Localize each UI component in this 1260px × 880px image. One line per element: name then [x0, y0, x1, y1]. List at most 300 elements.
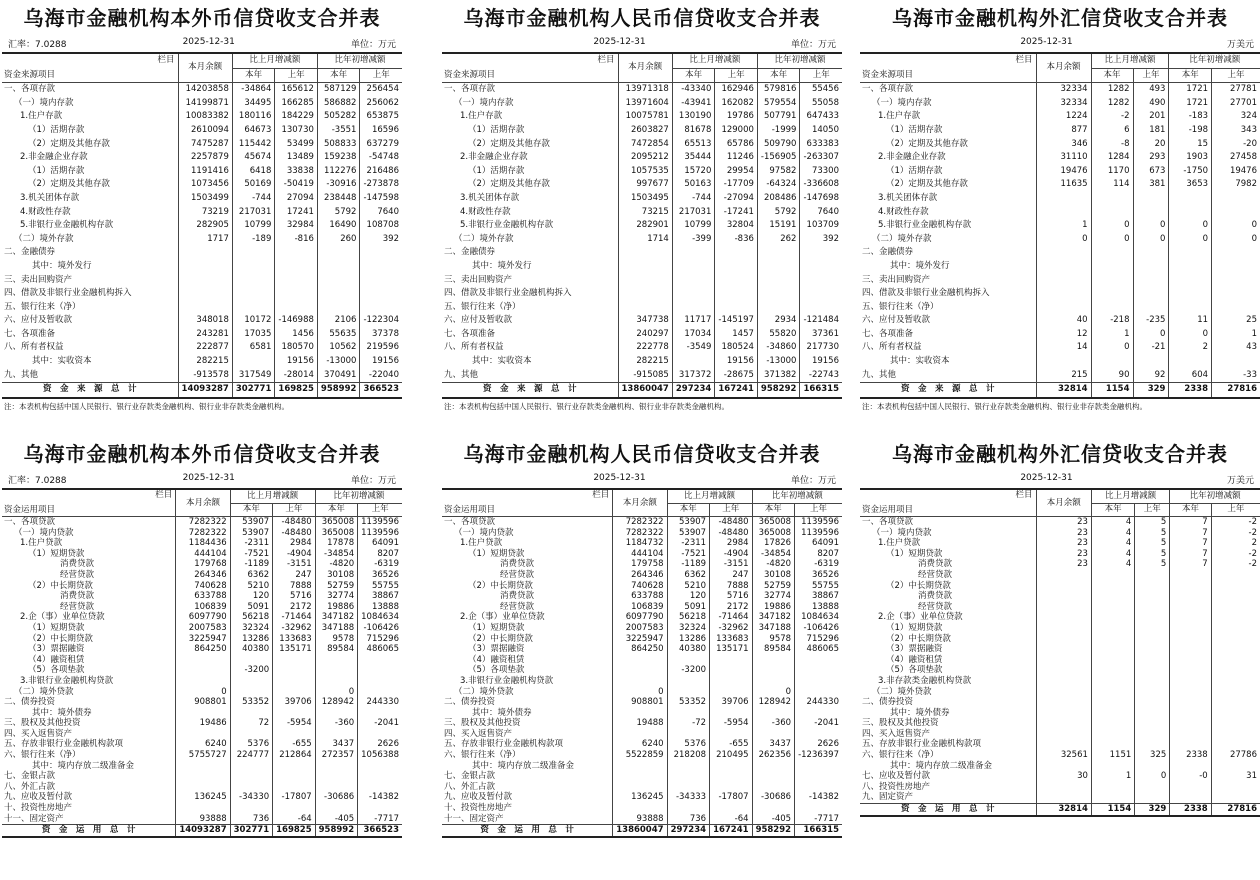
- cell-value: -43941: [672, 97, 715, 111]
- table-row: [2, 676, 402, 687]
- cell-value: 92: [1133, 369, 1169, 383]
- total-value: 958992: [315, 825, 358, 837]
- row-label: 八、所有者权益: [444, 342, 504, 353]
- row-label: 经营贷款: [500, 601, 535, 612]
- row-label: （1）活期存款: [28, 165, 85, 176]
- report-table: [442, 52, 842, 399]
- cell-value: 23: [1036, 549, 1091, 560]
- cell-value: 3437: [752, 739, 795, 750]
- cell-value: -2311: [667, 538, 710, 549]
- row-label: （一）境内存款: [14, 97, 74, 108]
- cell-value: 37361: [800, 328, 842, 342]
- cell-value: [1170, 644, 1211, 655]
- cell-value: 740628: [613, 581, 667, 592]
- cell-value: [317, 301, 360, 315]
- cell-value: [1135, 708, 1170, 719]
- total-value: 958992: [317, 383, 360, 398]
- column-subheader: 上年: [1211, 503, 1260, 516]
- cell-value: 0: [1091, 341, 1133, 355]
- cell-value: 162946: [715, 83, 758, 97]
- cell-value: -54748: [360, 151, 402, 165]
- cell-value: 4: [1091, 559, 1134, 570]
- cell-value: [1091, 634, 1134, 645]
- cell-value: [795, 687, 842, 698]
- total-label: 资 金 来 源 总 计: [860, 383, 1036, 398]
- cell-value: -3549: [672, 341, 715, 355]
- cell-value: -14382: [795, 792, 842, 803]
- cell-value: [1091, 718, 1134, 729]
- cell-value: 3437: [315, 739, 358, 750]
- cell-value: [1211, 676, 1260, 687]
- total-value: 366523: [358, 825, 402, 837]
- row-label: 八、外汇占款: [4, 781, 56, 792]
- table-row: [860, 301, 1260, 315]
- cell-value: [1091, 697, 1134, 708]
- table-row: [2, 559, 402, 570]
- cell-value: [232, 355, 275, 369]
- cell-value: 1456: [275, 328, 318, 342]
- cell-value: 128942: [315, 697, 358, 708]
- table-row: [860, 192, 1260, 206]
- cell-value: 1721: [1169, 97, 1212, 111]
- table-row: [2, 341, 402, 355]
- cell-value: -33: [1212, 369, 1260, 383]
- cell-value: 7640: [800, 206, 842, 220]
- cell-value: -32962: [710, 623, 753, 634]
- cell-value: 128942: [752, 697, 795, 708]
- cell-value: [1211, 687, 1260, 698]
- cell-value: 392: [800, 233, 842, 247]
- cell-value: 12: [1036, 328, 1091, 342]
- column-group-header: 比上月增减额: [667, 489, 752, 503]
- cell-value: [1170, 792, 1211, 803]
- table-row: [860, 581, 1260, 592]
- table-row: [860, 83, 1260, 97]
- cell-value: [1170, 665, 1211, 676]
- unit-label: 万美元: [1226, 476, 1254, 486]
- table-row: [2, 274, 402, 288]
- cell-value: [800, 260, 842, 274]
- cell-value: [618, 287, 672, 301]
- cell-value: [315, 655, 358, 666]
- total-value: 166315: [795, 825, 842, 837]
- cell-value: [1036, 591, 1091, 602]
- cell-value: 3225947: [176, 634, 230, 645]
- cell-value: 2984: [273, 538, 316, 549]
- cell-value: 222877: [178, 341, 232, 355]
- table-row: [860, 739, 1260, 750]
- table-row: [442, 549, 842, 560]
- cell-value: 7282322: [613, 517, 667, 528]
- column-group-header: 比上月增减额: [672, 53, 757, 68]
- cell-value: 877: [1036, 124, 1091, 138]
- cell-value: [715, 246, 758, 260]
- row-label: 十一、固定资产: [444, 813, 504, 824]
- cell-value: 256454: [360, 83, 402, 97]
- cell-value: 135171: [273, 644, 316, 655]
- table-row: [442, 328, 842, 342]
- total-value: 14093287: [176, 825, 230, 837]
- cell-value: 1151: [1091, 750, 1134, 761]
- cell-value: 19886: [752, 602, 795, 613]
- cell-value: [273, 655, 316, 666]
- cell-value: [1135, 570, 1170, 581]
- table-row: [860, 708, 1260, 719]
- cell-value: [1135, 612, 1170, 623]
- table-row: [442, 581, 842, 592]
- cell-value: 392: [360, 233, 402, 247]
- cell-value: [1091, 581, 1134, 592]
- cell-value: [1036, 761, 1091, 772]
- cell-value: 53907: [667, 517, 710, 528]
- table-row: [442, 341, 842, 355]
- row-label: 其中：境外债券: [890, 707, 950, 718]
- cell-value: [1036, 655, 1091, 666]
- cell-value: [1212, 206, 1260, 220]
- cell-value: [358, 803, 402, 814]
- cell-value: 5091: [667, 602, 710, 613]
- cell-value: 343: [1212, 124, 1260, 138]
- cell-value: [232, 301, 275, 315]
- cell-value: 13888: [358, 602, 402, 613]
- cell-value: 93888: [176, 814, 230, 825]
- table-row: [2, 739, 402, 750]
- cell-value: [710, 761, 753, 772]
- cell-value: [1211, 644, 1260, 655]
- row-label: 1.住户贷款: [20, 538, 63, 549]
- cell-value: 1: [1091, 771, 1134, 782]
- exchange-rate: 汇率：7.0288: [8, 476, 67, 486]
- cell-value: 736: [230, 814, 273, 825]
- cell-value: 244330: [358, 697, 402, 708]
- table-row: [442, 782, 842, 793]
- cell-value: 4: [1091, 528, 1134, 539]
- cell-value: 5: [1135, 549, 1170, 560]
- cell-value: [672, 260, 715, 274]
- table-row: [860, 570, 1260, 581]
- cell-value: [176, 803, 230, 814]
- cell-value: -14382: [358, 792, 402, 803]
- cell-value: 181: [1133, 124, 1169, 138]
- cell-value: 282215: [618, 355, 672, 369]
- cell-value: 347182: [752, 612, 795, 623]
- cell-value: [1135, 718, 1170, 729]
- cell-value: 36526: [358, 570, 402, 581]
- cell-value: -17807: [710, 792, 753, 803]
- table-row: [442, 665, 842, 676]
- table-row: [860, 591, 1260, 602]
- cell-value: 647433: [800, 110, 842, 124]
- cell-value: 13888: [795, 602, 842, 613]
- cell-value: 35444: [672, 151, 715, 165]
- header-row: [442, 53, 842, 68]
- cell-value: 166285: [275, 97, 318, 111]
- cell-value: 1170: [1091, 165, 1133, 179]
- table-row: [860, 219, 1260, 233]
- cell-value: 180116: [232, 110, 275, 124]
- cell-value: 53907: [667, 528, 710, 539]
- cell-value: 325: [1135, 750, 1170, 761]
- cell-value: -405: [315, 814, 358, 825]
- cell-value: 162082: [715, 97, 758, 111]
- table-row: [2, 697, 402, 708]
- cell-value: -2041: [795, 718, 842, 729]
- table-row: [2, 602, 402, 613]
- cell-value: [1133, 246, 1169, 260]
- row-label: （1）活期存款: [886, 165, 943, 176]
- cell-value: [1036, 644, 1091, 655]
- cell-value: [358, 676, 402, 687]
- row-label: 2.企（事）业单位贷款: [878, 612, 963, 623]
- table-row: [860, 761, 1260, 772]
- row-label: 5.非银行业金融机构存款: [460, 220, 554, 231]
- cell-value: -6319: [795, 559, 842, 570]
- row-label: 八、所有者权益: [4, 342, 64, 353]
- row-label: 四、借款及非银行业金融机构拆入: [862, 288, 990, 299]
- cell-value: -744: [672, 192, 715, 206]
- corner-top-label: 栏目: [155, 490, 173, 500]
- cell-value: 53907: [230, 517, 273, 528]
- row-label: 消费贷款: [918, 591, 953, 602]
- cell-value: [358, 729, 402, 740]
- cell-value: 7282322: [176, 528, 230, 539]
- table-row: [2, 655, 402, 666]
- cell-value: 5716: [710, 591, 753, 602]
- cell-value: 6: [1091, 124, 1133, 138]
- cell-value: [667, 729, 710, 740]
- cell-value: 13971318: [618, 83, 672, 97]
- cell-value: 81678: [672, 124, 715, 138]
- column-header: 本月余额: [618, 53, 672, 83]
- cell-value: 23: [1036, 538, 1091, 549]
- cell-value: [613, 771, 667, 782]
- table-row: [2, 369, 402, 383]
- report-date: 2025-12-31: [1020, 37, 1073, 47]
- cell-value: 2626: [358, 739, 402, 750]
- cell-value: -816: [275, 233, 318, 247]
- cell-value: 1717: [178, 233, 232, 247]
- cell-value: [1036, 782, 1091, 793]
- cell-value: [230, 729, 273, 740]
- row-label: 九、其他: [444, 369, 479, 380]
- row-label: 六、应付及暂收款: [862, 315, 931, 326]
- column-header: 本月余额: [1036, 53, 1091, 83]
- report-date: 2025-12-31: [593, 37, 646, 47]
- cell-value: 1139596: [795, 517, 842, 528]
- cell-value: [1211, 602, 1260, 613]
- cell-value: 64673: [232, 124, 275, 138]
- corner-cell: [2, 489, 176, 517]
- cell-value: [1091, 355, 1133, 369]
- table-row: [442, 559, 842, 570]
- cell-value: [1036, 246, 1091, 260]
- table-row: [442, 287, 842, 301]
- row-label: 五、银行往来（净）: [862, 301, 939, 312]
- cell-value: 0: [1036, 233, 1091, 247]
- row-label: （二）境外贷款: [872, 686, 932, 697]
- cell-value: 0: [176, 687, 230, 698]
- table-row: [2, 165, 402, 179]
- cell-value: 637279: [360, 138, 402, 152]
- row-label: 1.住户贷款: [460, 538, 503, 549]
- cell-value: 8207: [795, 549, 842, 560]
- table-row: [442, 314, 842, 328]
- cell-value: [1211, 761, 1260, 772]
- cell-value: -6319: [358, 559, 402, 570]
- cell-value: 5792: [317, 206, 360, 220]
- cell-value: 32334: [1036, 83, 1091, 97]
- cell-value: [1211, 782, 1260, 793]
- report-meta: [2, 473, 402, 488]
- cell-value: [795, 782, 842, 793]
- cell-value: -48480: [273, 528, 316, 539]
- cell-value: [1135, 739, 1170, 750]
- cell-value: [1091, 570, 1134, 581]
- cell-value: -13000: [757, 355, 800, 369]
- row-label: （2）定期及其他存款: [468, 138, 550, 149]
- cell-value: [795, 729, 842, 740]
- row-label: 4.财政性存款: [20, 206, 71, 217]
- column-subheader: 本年: [1091, 503, 1134, 516]
- cell-value: [1036, 739, 1091, 750]
- table-row: [442, 644, 842, 655]
- table-row: [860, 165, 1260, 179]
- cell-value: 33838: [275, 165, 318, 179]
- cell-value: [176, 771, 230, 782]
- table-row: [442, 602, 842, 613]
- row-label: （二）境外贷款: [14, 686, 74, 697]
- cell-value: [178, 287, 232, 301]
- cell-value: 282901: [618, 219, 672, 233]
- report-meta: [442, 473, 842, 488]
- cell-value: 8207: [358, 549, 402, 560]
- cell-value: [315, 771, 358, 782]
- cell-value: [618, 260, 672, 274]
- table-row: [2, 644, 402, 655]
- cell-value: 256062: [360, 97, 402, 111]
- cell-value: 2: [1211, 538, 1260, 549]
- row-label: 六、银行往来（净）: [444, 750, 521, 761]
- row-label: 3.非银行业金融机构贷款: [460, 675, 554, 686]
- table-row: [2, 178, 402, 192]
- row-label: （2）中长期贷款: [28, 580, 93, 591]
- column-subheader: 上年: [800, 68, 842, 83]
- cell-value: -156905: [757, 151, 800, 165]
- cell-value: [800, 246, 842, 260]
- cell-value: -13000: [317, 355, 360, 369]
- cell-value: 1139596: [358, 528, 402, 539]
- cell-value: 19786: [715, 110, 758, 124]
- cell-value: 32324: [667, 623, 710, 634]
- cell-value: 159238: [317, 151, 360, 165]
- cell-value: [710, 782, 753, 793]
- cell-value: 212864: [273, 750, 316, 761]
- column-subheader: 本年: [315, 503, 358, 516]
- cell-value: 240297: [618, 328, 672, 342]
- row-label: 消费贷款: [500, 591, 535, 602]
- cell-value: 997677: [618, 178, 672, 192]
- table-row: [2, 233, 402, 247]
- row-label: 其中：境外债券: [32, 707, 92, 718]
- cell-value: [358, 687, 402, 698]
- cell-value: [710, 655, 753, 666]
- cell-value: [1091, 301, 1133, 315]
- cell-value: 0: [1212, 219, 1260, 233]
- cell-value: [1212, 192, 1260, 206]
- cell-value: 1282: [1091, 83, 1133, 97]
- cell-value: -7717: [358, 814, 402, 825]
- cell-value: 264346: [176, 570, 230, 581]
- cell-value: 7282322: [176, 517, 230, 528]
- cell-value: 55058: [800, 97, 842, 111]
- cell-value: 55635: [317, 328, 360, 342]
- cell-value: 11: [1169, 314, 1212, 328]
- report-title: 乌海市金融机构本外币信贷收支合并表: [23, 442, 381, 466]
- cell-value: 2984: [710, 538, 753, 549]
- row-label: 五、银行往来（净）: [4, 301, 81, 312]
- cell-value: 348018: [178, 314, 232, 328]
- report-panel: [2, 0, 402, 440]
- cell-value: [795, 708, 842, 719]
- cell-value: 1084634: [358, 612, 402, 623]
- cell-value: [667, 771, 710, 782]
- cell-value: [176, 761, 230, 772]
- report-meta: [2, 37, 402, 52]
- row-label: 其中：实收资本: [890, 356, 950, 367]
- cell-value: -2: [1211, 549, 1260, 560]
- cell-value: [315, 676, 358, 687]
- cell-value: [710, 803, 753, 814]
- total-value: 14093287: [178, 383, 232, 398]
- table-row: [860, 655, 1260, 666]
- table-row: [860, 644, 1260, 655]
- cell-value: [1135, 676, 1170, 687]
- cell-value: [1170, 708, 1211, 719]
- cell-value: 217031: [672, 206, 715, 220]
- cell-value: -147598: [360, 192, 402, 206]
- cell-value: [1135, 581, 1170, 592]
- cell-value: 1139596: [358, 517, 402, 528]
- cell-value: 73300: [800, 165, 842, 179]
- cell-value: [1091, 612, 1134, 623]
- cell-value: [1135, 591, 1170, 602]
- cell-value: [178, 301, 232, 315]
- cell-value: 19486: [176, 718, 230, 729]
- cell-value: 486065: [795, 644, 842, 655]
- cell-value: [795, 665, 842, 676]
- footnote: 注：本表机构包括中国人民银行、银行业存款类金融机构、银行业非存款类金融机构。: [862, 401, 1147, 411]
- cell-value: 1056388: [358, 750, 402, 761]
- cell-value: -1189: [667, 559, 710, 570]
- row-label: （4）融资租赁: [28, 654, 85, 665]
- row-label: 六、银行往来（净）: [862, 750, 939, 761]
- row-label: 七、金银占款: [4, 771, 56, 782]
- table-body: [2, 517, 402, 837]
- cell-value: [1135, 792, 1170, 803]
- row-label: （一）境内贷款: [454, 527, 514, 538]
- cell-value: [358, 761, 402, 772]
- table-row: [2, 124, 402, 138]
- table-row: [442, 138, 842, 152]
- header-row: [2, 489, 402, 503]
- table-row: [860, 538, 1260, 549]
- table-row: [2, 538, 402, 549]
- column-subheader: 上年: [1212, 68, 1260, 83]
- cell-value: [1036, 274, 1091, 288]
- cell-value: [178, 274, 232, 288]
- cell-value: 32334: [1036, 97, 1091, 111]
- cell-value: -64324: [757, 178, 800, 192]
